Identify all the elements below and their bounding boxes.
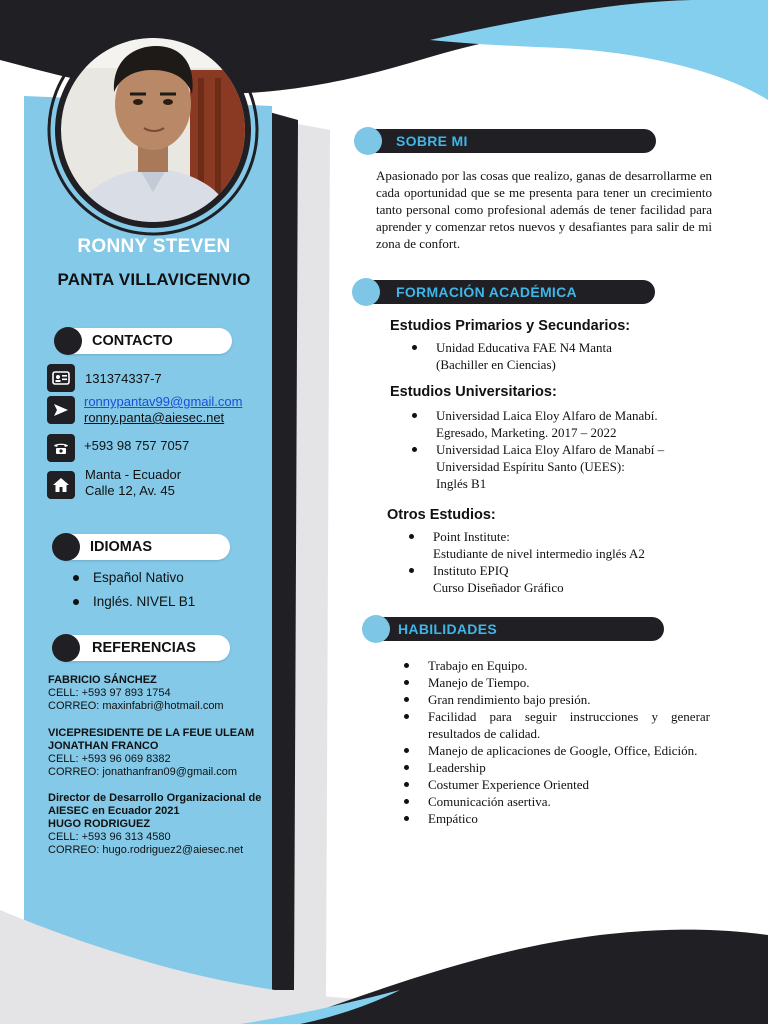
email-group xyxy=(84,394,242,426)
languages-section-header xyxy=(54,534,230,560)
bullet xyxy=(404,799,409,804)
education-item: Universidad Laica Eloy Alfaro de Manabí – Universidad Espíritu Santo (UEES): Inglés B1 xyxy=(436,442,665,491)
skill-item: Manejo de aplicaciones de Google, Office, Edición. xyxy=(428,743,698,758)
about-text: Apasionado por las cosas que realizo, ganas de desarrollarme en cada oportunidad que se me presenta para tener un crecimiento tanto personal como profesional además de tener facilidad para aprender y comenzar retos nuevos y desafiantes para salir de mi zona de confort. xyxy=(376,168,712,251)
primary-studies-title: Estudios Primarios y Secundarios: xyxy=(390,318,631,334)
bullet-dot xyxy=(352,278,380,306)
reference-entry: FABRICIO SÁNCHEZ CELL: +593 97 893 1754 CORREO: maxinfabri@hotmail.com xyxy=(48,674,224,712)
skill-item: Trabajo en Equipo. xyxy=(428,658,528,673)
skill-item: Empático xyxy=(428,811,478,826)
reference-entry: Director de Desarrollo Organizacional de AIESEC en Ecuador 2021 HUGO RODRIGUEZ CELL: +593 96 313 4580 CORREO: hugo.rodriguez2@aiesec.net xyxy=(48,792,262,856)
bullet-dot xyxy=(354,127,382,155)
skill-item: Comunicación asertiva. xyxy=(428,794,551,809)
address-city: Manta - Ecuador xyxy=(85,467,182,482)
skill-item: Gran rendimiento bajo presión. xyxy=(428,692,591,707)
bullet xyxy=(404,765,409,770)
bullet xyxy=(404,782,409,787)
skill-item: Manejo de Tiempo. xyxy=(428,675,530,690)
bullet xyxy=(409,568,414,573)
reference-entry: VICEPRESIDENTE DE LA FEUE ULEAM JONATHAN FRANCO CELL: +593 96 069 8382 CORREO: jonathanfran09@gmail.com xyxy=(48,727,255,778)
bottom-dark-wave xyxy=(280,930,768,1024)
address-group xyxy=(85,467,181,499)
skill-item-continuation: resultados de calidad. xyxy=(428,726,541,741)
education-section-header xyxy=(356,280,655,304)
bullet xyxy=(412,447,417,452)
about-section-header xyxy=(358,129,656,153)
skills-section-header xyxy=(366,617,664,641)
id-card-icon xyxy=(47,364,75,392)
bullet xyxy=(404,816,409,821)
other-studies-title: Otros Estudios: xyxy=(387,507,496,523)
education-item: Point Institute: Estudiante de nivel intermedio inglés A2 xyxy=(433,529,645,561)
education-item: Instituto EPIQ Curso Diseñador Gráfico xyxy=(433,563,564,595)
language-item: Inglés. NIVEL B1 xyxy=(73,594,195,609)
bullet xyxy=(409,534,414,539)
references-section-header xyxy=(54,635,230,661)
references-section-title: REFERENCIAS xyxy=(92,640,196,656)
email-link-2[interactable]: ronny.panta@aiesec.net xyxy=(84,410,225,425)
bullet-dot xyxy=(362,615,390,643)
about-section-title: SOBRE MI xyxy=(396,133,468,149)
bullet xyxy=(412,345,417,350)
email-link-1[interactable]: ronnypantav99@gmail.com xyxy=(84,394,243,409)
contact-section-title: CONTACTO xyxy=(92,333,173,349)
language-item: Español Nativo xyxy=(73,570,184,585)
bullet xyxy=(404,697,409,702)
phone-number: +593 98 757 7057 xyxy=(84,438,190,453)
skill-item: Leadership xyxy=(428,760,486,775)
last-name: PANTA VILLAVICENVIO xyxy=(57,270,251,289)
languages-section-title: IDIOMAS xyxy=(90,539,153,555)
address-street: Calle 12, Av. 45 xyxy=(85,483,175,498)
bullet xyxy=(404,680,409,685)
education-item: Universidad Laica Eloy Alfaro de Manabí. Egresado, Marketing. 2017 – 2022 xyxy=(436,408,658,440)
send-icon xyxy=(47,396,75,424)
education-item: Unidad Educativa FAE N4 Manta (Bachiller en Ciencias) xyxy=(436,340,612,372)
id-number: 131374337-7 xyxy=(85,371,162,386)
skill-item: Costumer Experience Oriented xyxy=(428,777,589,792)
bullet xyxy=(404,663,409,668)
bullet xyxy=(404,714,409,719)
bullet-dot xyxy=(54,327,82,355)
skill-item: Facilidad para seguir instrucciones y generar xyxy=(428,709,710,724)
contact-section-header xyxy=(56,328,232,354)
university-studies-title: Estudios Universitarios: xyxy=(390,384,557,400)
bullet-dot xyxy=(52,634,80,662)
first-name: RONNY STEVEN xyxy=(77,236,231,257)
home-icon xyxy=(47,471,75,499)
skills-section-title: HABILIDADES xyxy=(398,621,497,637)
education-section-title: FORMACIÓN ACADÉMICA xyxy=(396,284,577,300)
bullet xyxy=(404,748,409,753)
bullet-dot xyxy=(52,533,80,561)
bullet xyxy=(412,413,417,418)
phone-icon xyxy=(47,434,75,462)
